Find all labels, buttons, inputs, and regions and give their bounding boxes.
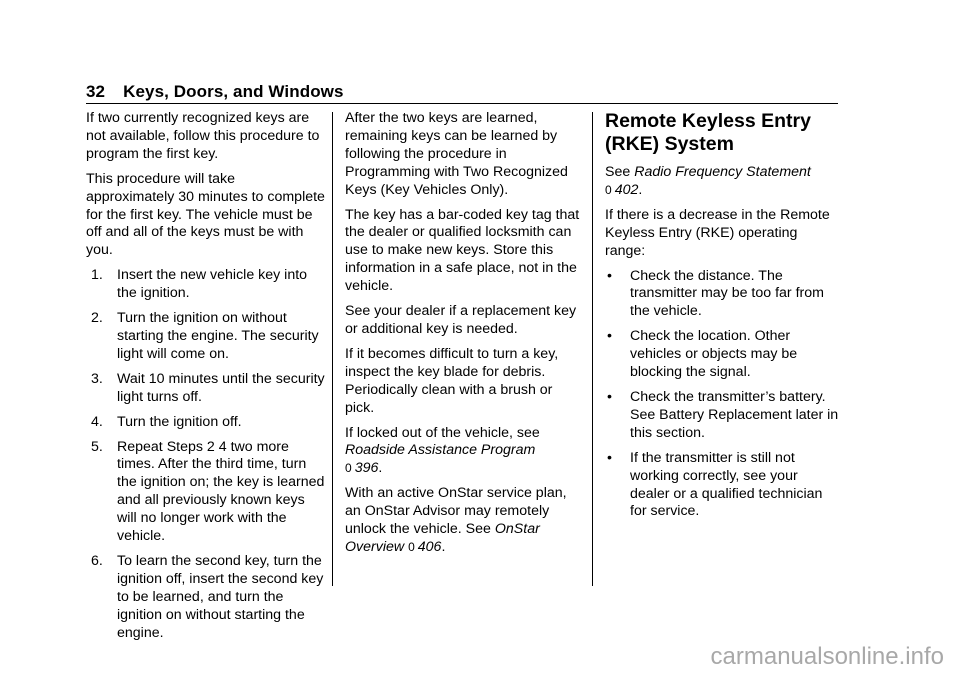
- bullet-icon: •: [607, 267, 612, 284]
- step-text: Wait 10 minutes until the security light turns off.: [117, 370, 325, 405]
- paragraph-see: [605, 164, 841, 200]
- step-text: To learn the second key, turn the ignition off, insert the second key to be learned, and turn the ignition on without starting the engine.: [117, 552, 324, 641]
- list-item: [605, 328, 841, 382]
- header-rule: [86, 103, 838, 104]
- column-3: [605, 110, 841, 528]
- onstar-link[interactable]: OnStar Overview: [345, 521, 540, 555]
- list-item: [605, 450, 841, 522]
- step-number: 2.: [91, 310, 103, 327]
- step-number: 1.: [91, 267, 103, 284]
- bullet-icon: •: [607, 328, 612, 345]
- list-item: [605, 389, 841, 443]
- paragraph: If it becomes difficult to turn a key, inspect the key blade for debris. Periodically clean with a brush or pick.: [345, 345, 559, 416]
- list-item: [605, 268, 841, 322]
- list-item-text: If the transmitter is still not working correctly, see your dealer or a qualified technician for service.: [630, 449, 823, 520]
- punctuation: .: [378, 460, 383, 477]
- bullet-icon: •: [607, 449, 612, 466]
- step-text: Insert the new vehicle key into the ignition.: [117, 267, 308, 302]
- step-item: [86, 267, 326, 303]
- radio-frequency-link[interactable]: Radio Frequency Statement: [634, 164, 811, 180]
- step-item: [86, 371, 326, 407]
- list-item-text: Check the transmitter’s battery. See Battery Replacement later in this section.: [630, 388, 839, 441]
- page-number: 32: [86, 82, 106, 101]
- punctuation: .: [441, 538, 446, 555]
- page-ref-icon: 0: [605, 182, 612, 197]
- page-ref-icon: 0: [345, 461, 352, 476]
- paragraph: See your dealer if a replacement key or additional key is needed.: [345, 303, 577, 337]
- procedure-steps: [86, 267, 326, 642]
- column-divider-2: [592, 112, 593, 586]
- paragraph: The key has a bar-coded key tag that the dealer or qualified locksmith can use to make new keys. Store this information in a safe place, not in the vehicle.: [345, 206, 580, 295]
- page-ref[interactable]: 396: [354, 460, 379, 477]
- step-text: Repeat Steps 2 4 two more times. After the third time, turn the ignition on; the key is learned and all previously known keys will no longer work with the vehicle.: [117, 438, 325, 545]
- step-item: [86, 439, 326, 546]
- paragraph: After the two keys are learned, remaining keys can be learned by following the procedure in Programming with Two Recognized Keys (Key Vehicles Only).: [345, 110, 568, 198]
- step-number: 4.: [91, 413, 103, 430]
- paragraph: If two currently recognized keys are not available, follow this procedure to program the first key.: [86, 110, 320, 162]
- checklist: [605, 268, 841, 522]
- step-number: 6.: [91, 552, 103, 569]
- section-heading: Remote Keyless Entry (RKE) System: [605, 110, 811, 155]
- section-title: Keys, Doors, and Windows: [123, 82, 344, 101]
- step-item: [86, 414, 326, 432]
- step-number: 5.: [91, 438, 103, 455]
- column-2: [345, 110, 581, 564]
- list-item-text: Check the distance. The transmitter may be too far from the vehicle.: [630, 267, 824, 320]
- paragraph: This procedure will take approximately 30 minutes to complete for the first key. The vehicle must be off and all of the keys must be with you.: [86, 170, 325, 259]
- step-item: [86, 310, 326, 364]
- paragraph-text: If locked out of the vehicle, see: [345, 424, 540, 441]
- page-ref[interactable]: 402: [614, 181, 639, 198]
- roadside-link[interactable]: Roadside Assistance Program: [345, 442, 536, 459]
- paragraph-onstar: [345, 485, 581, 557]
- list-item-text: Check the location. Other vehicles or objects may be blocking the signal.: [630, 328, 798, 381]
- step-number: 3.: [91, 370, 103, 387]
- punctuation: .: [638, 181, 643, 198]
- bullet-icon: •: [607, 388, 612, 405]
- page-header: [86, 82, 344, 102]
- step-text: Turn the ignition on without starting the engine. The security light will come on.: [117, 310, 319, 362]
- step-item: [86, 553, 326, 643]
- step-text: Turn the ignition off.: [117, 413, 242, 430]
- paragraph-text: See: [605, 164, 631, 180]
- watermark: carmanualsonline.info: [710, 643, 944, 670]
- column-divider-1: [332, 112, 333, 586]
- page-ref-icon: 0: [408, 539, 415, 554]
- paragraph: If there is a decrease in the Remote Keyless Entry (RKE) operating range:: [605, 206, 830, 259]
- paragraph-roadside: [345, 425, 581, 479]
- column-1: [86, 110, 326, 649]
- paragraph-text: With an active OnStar service plan, an OnStar Advisor may remotely unlock the vehicle. See: [345, 485, 567, 538]
- page-ref[interactable]: 406: [417, 538, 442, 555]
